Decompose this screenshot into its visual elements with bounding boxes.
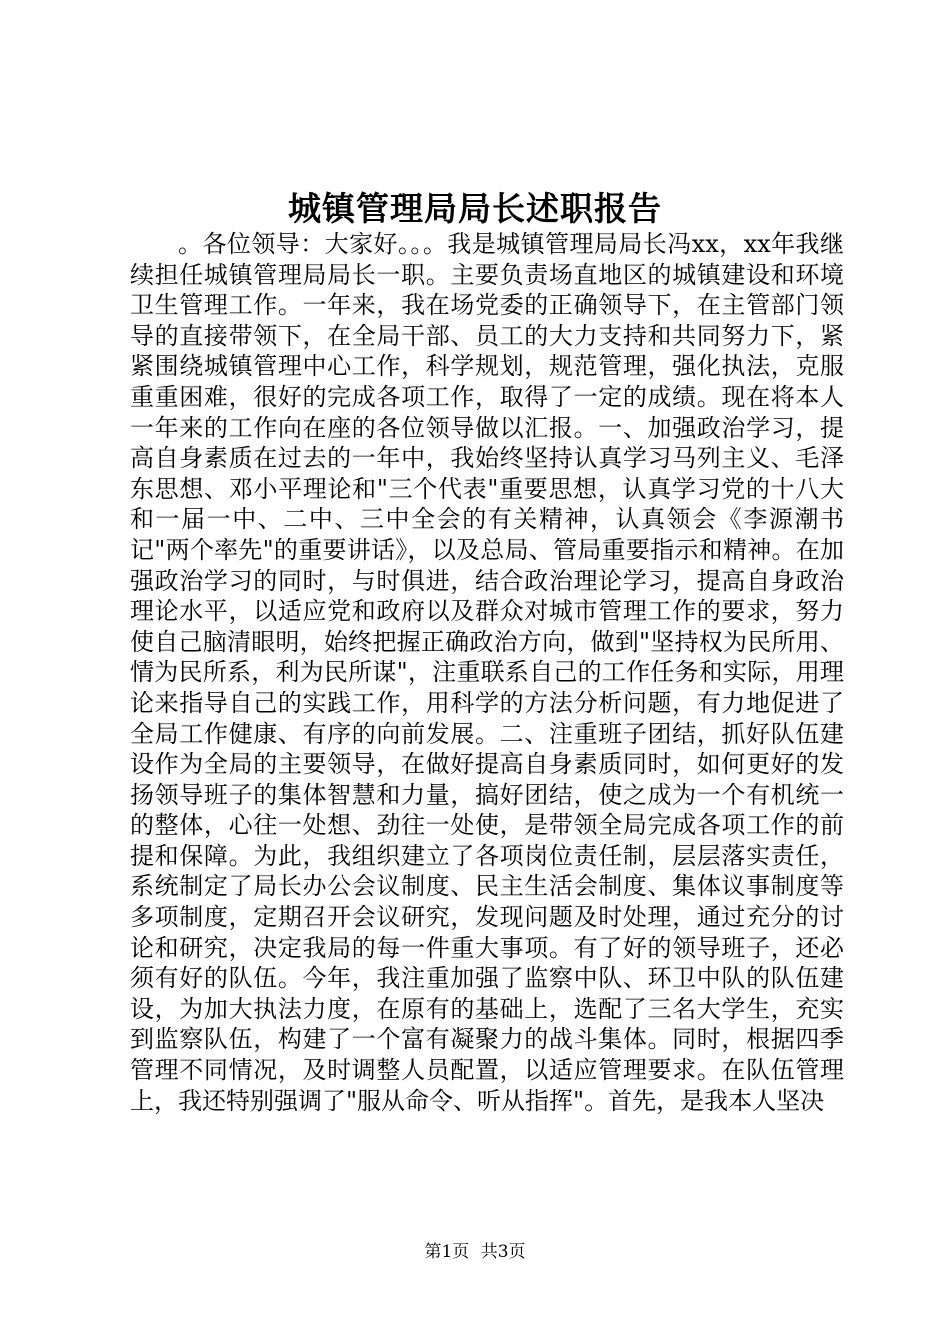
page-total: 共3页 — [480, 1242, 526, 1262]
document-body: 。各位领导：大家好。。。我是城镇管理局局长冯xx，xx年我继续担任城镇管理局局长一职。主要负责场直地区的城镇建设和环境卫生管理工作。一年来，我在场党委的正确领导下，在主管部门领导的直接带领下，在全局干部、员工的大力支持和共同努力下，紧紧围绕城镇管理中心工作，科学规划，规范管理，强化执法，克服重重困难，很好的完成各项工作，取得了一定的成绩。现在将本人一年来的工作向在座的各位领导做以汇报。一、加强政治学习，提高自身素质在过去的一年中，我始终坚持认真学习马列主义、毛泽东思想、邓小平理论和"三个代表"重要思想，认真学习党的十八大和一届一中、二中、三中全会的有关精神，认真领会《李源潮书记"两个率先"的重要讲话》，以及总局、管局重要指示和精神。在加强政治学习的同时，与时俱进，结合政治理论学习，提高自身政治理论水平，以适应党和政府以及群众对城市管理工作的要求，努力使自己脑清眼明，始终把握正确政治方向，做到"坚持权为民所用、情为民所系，利为民所谋"，注重联系自己的工作任务和实际，用理论来指导自己的实践工作，用科学的方法分析问题，有力地促进了全局工作健康、有序的向前发展。二、注重班子团结，抓好队伍建设作为全局的主要领导，在做好提高自身素质同时，如何更好的发扬领导班子的集体智慧和力量，搞好团结，使之成为一个有机统一的整体，心往一处想、劲往一处使，是带领全局完成各项工作的前提和保障。为此，我组织建立了各项岗位责任制，层层落实责任，系统制定了局长办公会议制度、民主生活会制度、集体议事制度等多项制度，定期召开会议研究，发现问题及时处理，通过充分的讨论和研究，决定我局的每一件重大事项。有了好的领导班子，还必须有好的队伍。今年，我注重加强了监察中队、环卫中队的队伍建设，为加大执法力度，在原有的基础上，选配了三名大学生，充实到监察队伍，构建了一个富有凝聚力的战斗集体。同时，根据四季管理不同情况，及时调整人员配置，以适应管理要求。在队伍管理上，我还特别强调了"服从命令、听从指挥"。首先，是我本人坚决 — [130, 230, 844, 1115]
page-number: 第1页 — [424, 1242, 470, 1262]
document-title: 城镇管理局局长述职报告 — [288, 189, 662, 228]
page-footer — [0, 1240, 950, 1264]
